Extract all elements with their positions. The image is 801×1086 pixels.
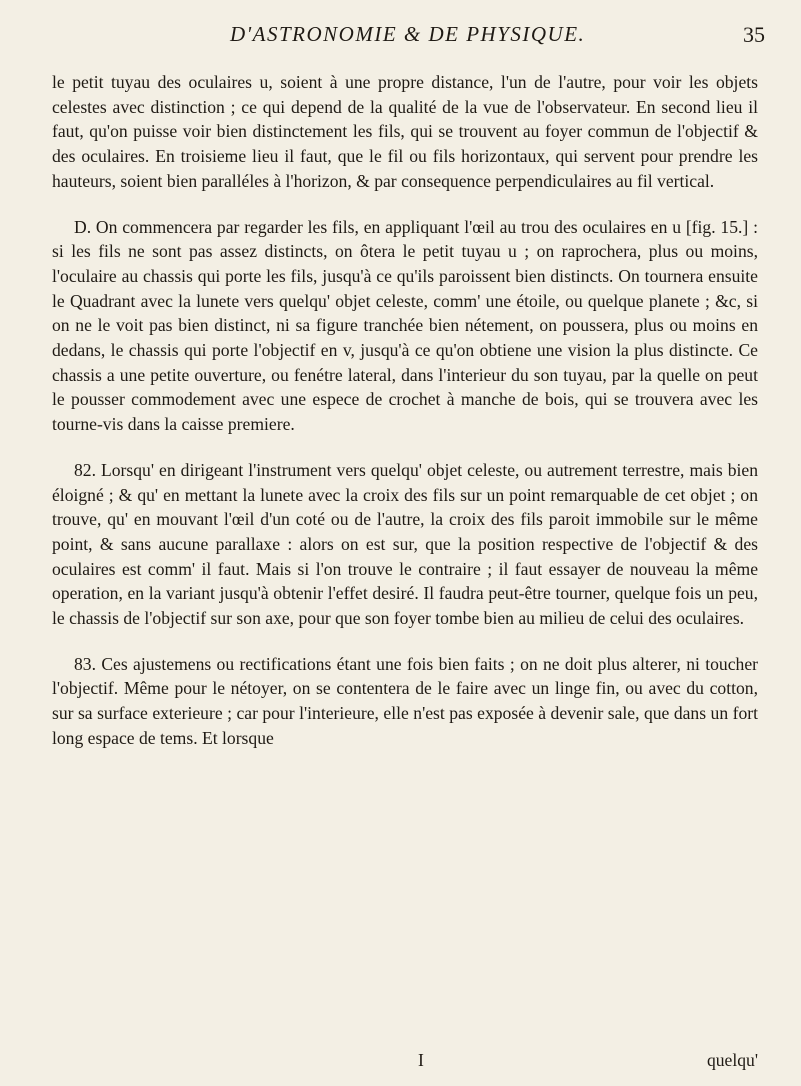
paragraph: 83. Ces ajustemens ou rectifications étant une fois bien faits ; on ne doit plus alterer, ni toucher l'objectif. Même pour le nétoyer, on se contentera de le faire avec un linge fin, ou avec du cotton, sur sa surface exterieure ; car pour l'interieure, elle n'est pas exposée à devenir sale, que dans un fort long espace de tems. Et lorsque	[52, 653, 758, 748]
page-footer	[52, 1050, 758, 1076]
signature-mark: I	[418, 1050, 424, 1070]
paragraph: 82. Lorsqu' en dirigeant l'instrument vers quelqu' objet celeste, ou autrement terrestre, mais bien éloigné ; & qu' en mettant la lunete avec la croix des fils sur un point remarquable de cet objet ; on trouve, qu' en mouvant l'œil d'un coté ou de l'autre, la croix des fils paroit immobile sur le même point, & sans aucune parallaxe : alors on est sur, que la position respective de l'objectif & des oculaires est comm' il faut. Mais si l'on trouve le contraire ; il faut essayer de nouveau la même operation, en la variant jusqu'à obtenir l'effet desiré. Il faudra peut-être tourner, quelque fois un peu, le chassis de l'objectif sur son axe, pour que son foyer tombe bien au milieu de celui des oculaires.	[52, 459, 758, 629]
paragraph: D. On commencera par regarder les fils, en appliquant l'œil au trou des oculaires en u [fig. 15.] : si les fils ne sont pas assez distincts, on ôtera le petit tuyau u ; on raprochera, plus ou moins, l'oculaire au chassis qui porte les fils, jusqu'à ce qu'ils paroissent bien distincts. On tournera ensuite le Quadrant avec la lunete vers quelqu' objet celeste, comm' une étoile, ou quelque planete ; &c, si on ne le voit pas bien distinct, ni sa figure tranchée bien nétement, on poussera, plus ou moins en dedans, le chassis qui porte l'objectif en v, jusqu'à ce qu'on obtiene une vision la plus distincte. Ce chassis a une petite ouverture, ou fenétre lateral, dans l'interieur du son tuyau, par la quelle on peut le pousser commodement avec une espece de crochet à manche de bois, qui se trouvera avec les tourne-vis dans la caisse premiere.	[52, 216, 758, 435]
page-header	[0, 14, 801, 54]
body-text	[52, 70, 758, 751]
catchword: quelqu'	[706, 1050, 758, 1070]
page-number: 35	[743, 22, 765, 47]
running-title: D'ASTRONOMIE & DE PHYSIQUE.	[230, 22, 586, 46]
paragraph: le petit tuyau des oculaires u, soient à une propre distance, l'un de l'autre, pour voir les objets celestes avec distinction ; ce qui depend de la qualité de la vue de l'observateur. En second lieu il faut, qu'on puisse voir bien distinctement les fils, qui se trouvent au foyer commun de l'objectif & des oculaires. En troisieme lieu il faut, que le fil ou fils horizontaux, qui servent pour prendre les hauteurs, soient bien paralléles à l'horizon, & par consequence perpendiculaires au fil vertical.	[52, 72, 758, 191]
